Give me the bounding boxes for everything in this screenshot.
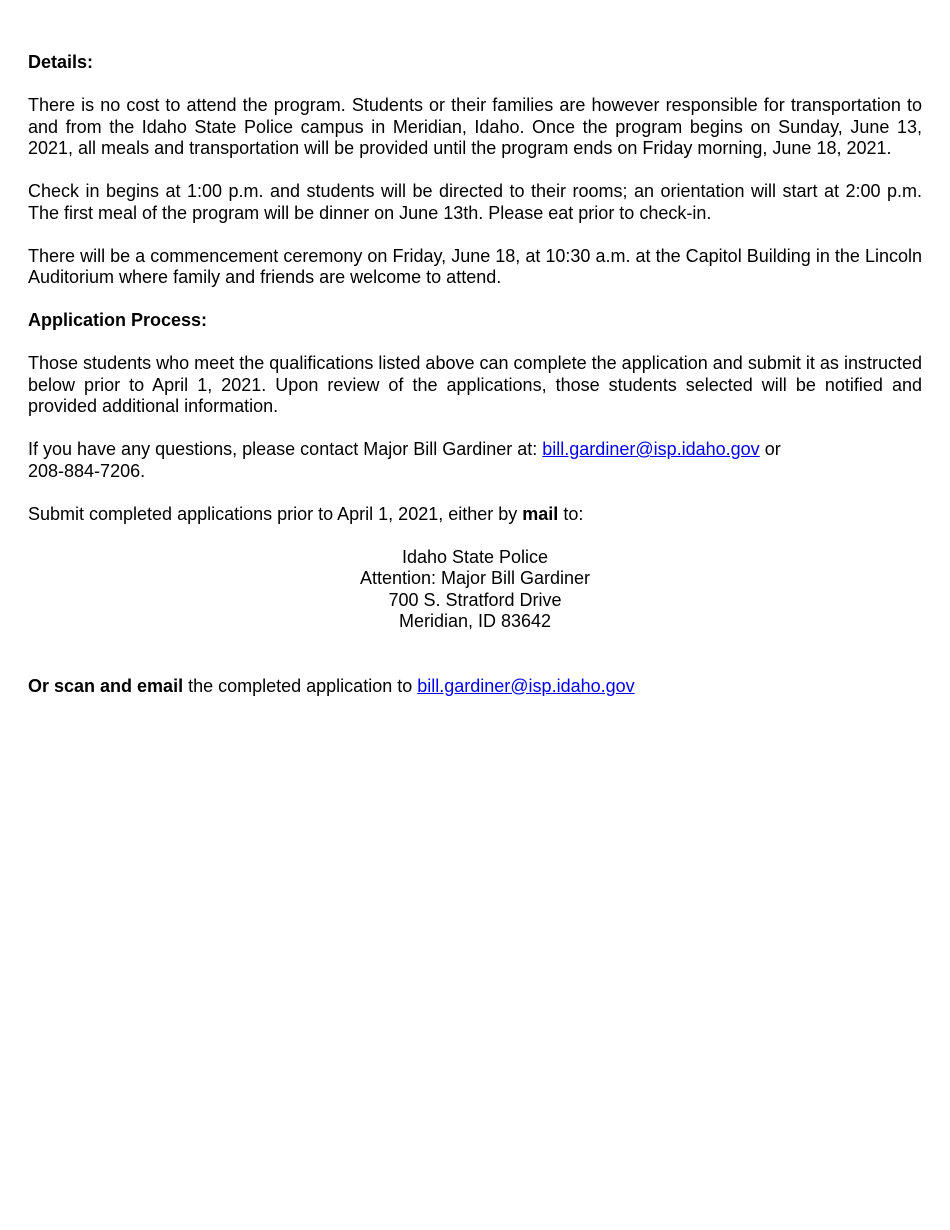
application-email-link[interactable]: bill.gardiner@isp.idaho.gov <box>417 675 635 696</box>
submit-suffix: to: <box>558 503 584 524</box>
questions-phone: 208-884-7206. <box>28 460 146 481</box>
questions-suffix: or <box>759 439 781 459</box>
details-paragraph-checkin: Check in begins at 1:00 p.m. and students will be directed to their rooms; an orientation will start at 2:00 p.m. The first meal of the program will be dinner on June 13th. Please eat prior to check-in. <box>28 181 922 223</box>
address-line-2: Attention: Major Bill Gardiner <box>359 568 591 588</box>
address-line-4: Meridian, ID 83642 <box>398 611 552 631</box>
mailing-address <box>28 547 922 633</box>
application-paragraph: Those students who meet the qualifications listed above can complete the application and submit it as instructed below prior to April 1, 2021. Upon review of the applications, those students selected will be notified and provided additional information. <box>28 353 922 416</box>
address-line-3: 700 S. Stratford Drive <box>388 589 562 610</box>
questions-prefix: If you have any questions, please contact Major Bill Gardiner at: <box>28 439 543 459</box>
application-heading: Application Process: <box>28 310 208 330</box>
submit-mail-bold: mail <box>522 503 559 524</box>
email-option-text: the completed application to <box>183 675 418 696</box>
details-paragraph-commencement: There will be a commencement ceremony on Friday, June 18, at 10:30 a.m. at the Capitol Building in the Lincoln Auditorium where family and friends are welcome to attend. <box>28 245 922 287</box>
details-paragraph-cost: There is no cost to attend the program. Students or their families are however responsible for transportation to and from the Idaho State Police campus in Meridian, Idaho. Once the program begins on Sunday, June 13, 2021, all meals and transportation will be provided until the program ends on Friday morning, June 18, 2021. <box>28 95 922 158</box>
questions-email-link[interactable]: bill.gardiner@isp.idaho.gov <box>542 439 760 459</box>
details-heading: Details: <box>28 52 94 72</box>
email-option-paragraph <box>28 676 922 698</box>
address-line-1: Idaho State Police <box>401 546 549 567</box>
submit-prefix: Submit completed applications prior to April 1, 2021, either by <box>28 503 523 524</box>
email-option-bold: Or scan and email <box>28 675 184 696</box>
document-page <box>28 52 922 697</box>
questions-paragraph <box>28 439 922 482</box>
submit-paragraph <box>28 504 922 526</box>
